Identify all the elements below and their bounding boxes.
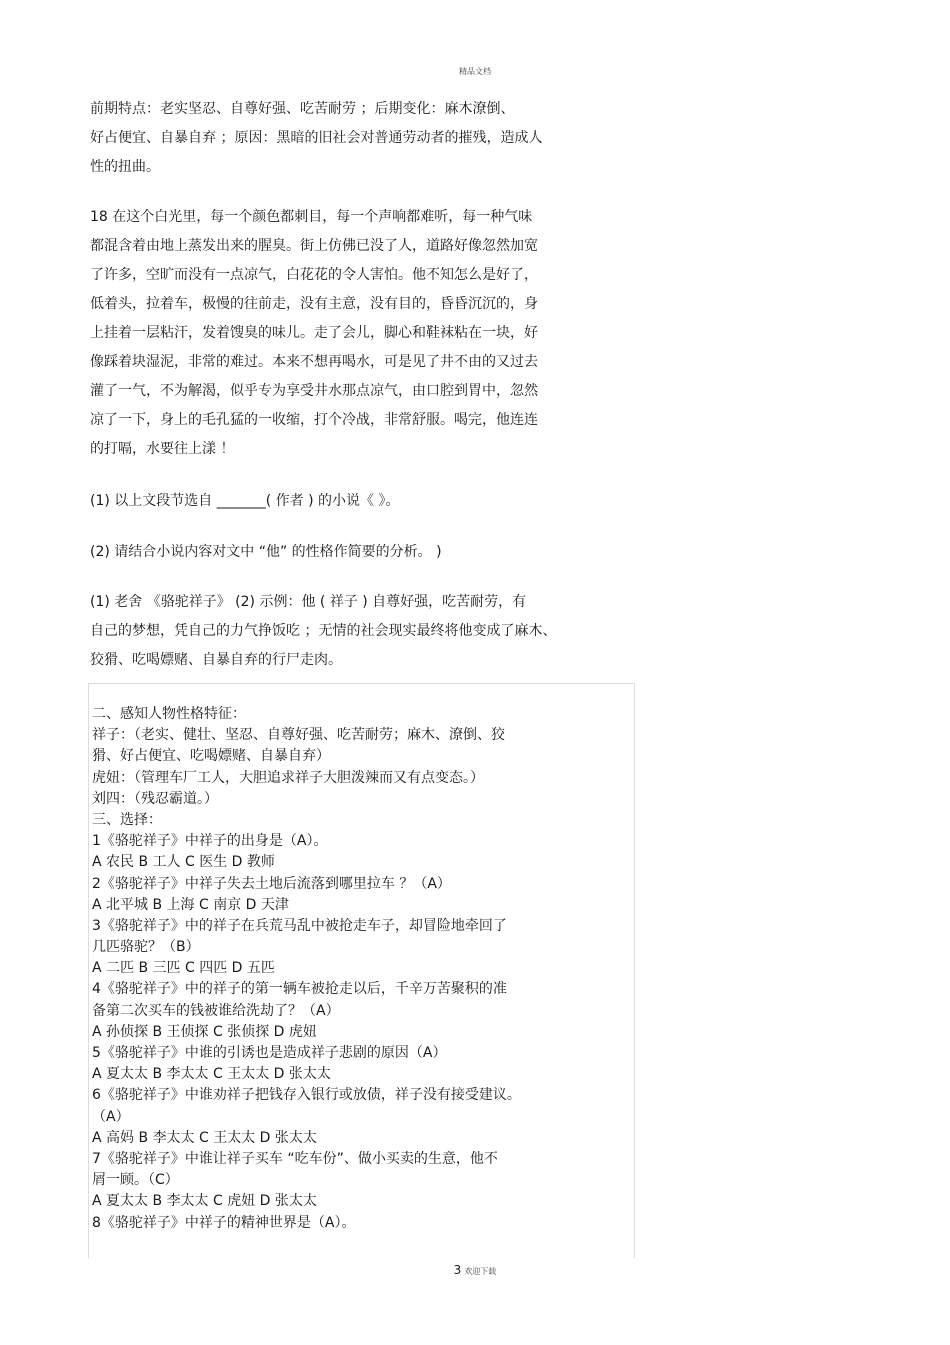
text-line: 了许多，空旷而没有一点凉气，白花花的令人害怕。他不知怎么是好了， <box>90 267 538 283</box>
section-heading: 三、选择： <box>92 811 162 828</box>
quiz-question: 7《骆驼祥子》中谁让祥子买车 “吃车份”、做小买卖的生意，他不 <box>92 1150 498 1167</box>
text-line: 灌了一气，不为解渴，似乎专为享受井水那点凉气，由口腔到胃中，忽然 <box>90 383 538 399</box>
quiz-options: A 二匹 B 三匹 C 四匹 D 五匹 <box>92 960 275 977</box>
quiz-options: A 夏太太 B 李太太 C 王太太 D 张太太 <box>92 1066 331 1083</box>
analysis-paragraph <box>90 95 542 182</box>
answer-block <box>90 588 556 675</box>
text-line: 虎妞：（管理车厂工人，大胆追求祥子大胆泼辣而又有点变态。） <box>92 769 484 786</box>
text-line: 好占便宜、自暴自弃 ；原因：黑暗的旧社会对普通劳动者的摧残，造成人 <box>90 130 543 146</box>
text-line: 低着头，拉着车，极慢的往前走，没有主意，没有目的，昏昏沉沉的，身 <box>90 296 538 312</box>
quiz-question: 几匹骆驼？（B） <box>92 939 200 956</box>
quiz-options: A 北平城 B 上海 C 南京 D 天津 <box>92 896 289 913</box>
character-and-quiz-section <box>92 704 521 1234</box>
text-line: 凉了一下，身上的毛孔猛的一收缩，打个冷战，非常舒服。喝完，他连连 <box>90 412 538 428</box>
text-line: 性的扭曲。 <box>90 159 160 175</box>
quiz-question: 4《骆驼祥子》中的祥子的第一辆车被抢走以后，千辛万苦聚积的准 <box>92 981 507 998</box>
quiz-question: （A） <box>92 1108 130 1125</box>
question-1: (1) 以上文段节选自 _______( 作者 ) 的小说《 》。 <box>90 493 400 509</box>
text-line: 刘四：（残忍霸道。） <box>92 790 218 807</box>
quiz-question: 备第二次买车的钱被谁给洗劫了？（A） <box>92 1002 340 1019</box>
text-line: 都混含着由地上蒸发出来的腥臭。街上仿佛已没了人，道路好像忽然加宽 <box>90 238 538 254</box>
page-header: 精品文档 <box>459 67 491 76</box>
text-line: 自己的梦想，凭自己的力气挣饭吃 ；无情的社会现实最终将他变成了麻木、 <box>90 623 557 639</box>
quiz-question: 2《骆驼祥子》中祥子失去土地后流落到哪里拉车 ？（A） <box>92 875 451 892</box>
quiz-question: 1《骆驼祥子》中祥子的出身是（A）。 <box>92 833 328 850</box>
text-line: 猾、好占便宜、吃喝嫖赌、自暴自弃） <box>92 748 330 765</box>
footer-welcome: 欢迎下载 <box>464 1267 497 1276</box>
question-2: (2) 请结合小说内容对文中 “他” 的性格作简要的分析。 ) <box>90 544 442 560</box>
text-line: 祥子：（老实、健壮、坚忍、自尊好强、吃苦耐劳；麻木、潦倒、狡 <box>92 727 505 744</box>
quiz-options: A 孙侦探 B 王侦探 C 张侦探 D 虎妞 <box>92 1023 317 1040</box>
quiz-options: A 高妈 B 李太太 C 王太太 D 张太太 <box>92 1129 317 1146</box>
text-line: 18 在这个白光里，每一个颜色都刺目，每一个声响都难听，每一种气味 <box>90 209 533 225</box>
text-line: 前期特点：老实坚忍、自尊好强、吃苦耐劳 ；后期变化：麻木潦倒、 <box>90 101 515 117</box>
text-line: 的打嗝，水要往上漾 ！ <box>90 441 235 457</box>
quiz-question: 5《骆驼祥子》中谁的引诱也是造成祥子悲剧的原因（A） <box>92 1045 447 1061</box>
page-number: 3 <box>453 1263 462 1277</box>
section-heading: 二、感知人物性格特征： <box>92 706 246 722</box>
text-line: (1) 老舍 《骆驼祥子》 (2) 示例：他 ( 祥子 ) 自尊好强，吃苦耐劳，有 <box>90 594 527 610</box>
quiz-question: 3《骆驼祥子》中的祥子在兵荒马乱中被抢走车子，却冒险地牵回了 <box>92 917 507 934</box>
text-line: 像踩着块湿泥，非常的难过。本来不想再喝水，可是见了井不由的又过去 <box>90 354 538 370</box>
quiz-question: 屑一顾。（C） <box>92 1172 179 1189</box>
quiz-question: 6《骆驼祥子》中谁劝祥子把钱存入银行或放债，祥子没有接受建议。 <box>92 1087 521 1104</box>
quiz-options: A 夏太太 B 李太太 C 虎妞 D 张太太 <box>92 1193 317 1210</box>
page-footer <box>0 1259 950 1278</box>
passage-18 <box>90 203 538 464</box>
quiz-question: 8《骆驼祥子》中祥子的精神世界是（A）。 <box>92 1214 356 1231</box>
text-line: 上挂着一层粘汗，发着馊臭的味儿。走了会儿，脚心和鞋袜粘在一块，好 <box>90 325 538 341</box>
text-line: 狡猾、吃喝嫖赌、自暴自弃的行尸走肉。 <box>90 652 342 668</box>
quiz-options: A 农民 B 工人 C 医生 D 教师 <box>92 854 275 871</box>
